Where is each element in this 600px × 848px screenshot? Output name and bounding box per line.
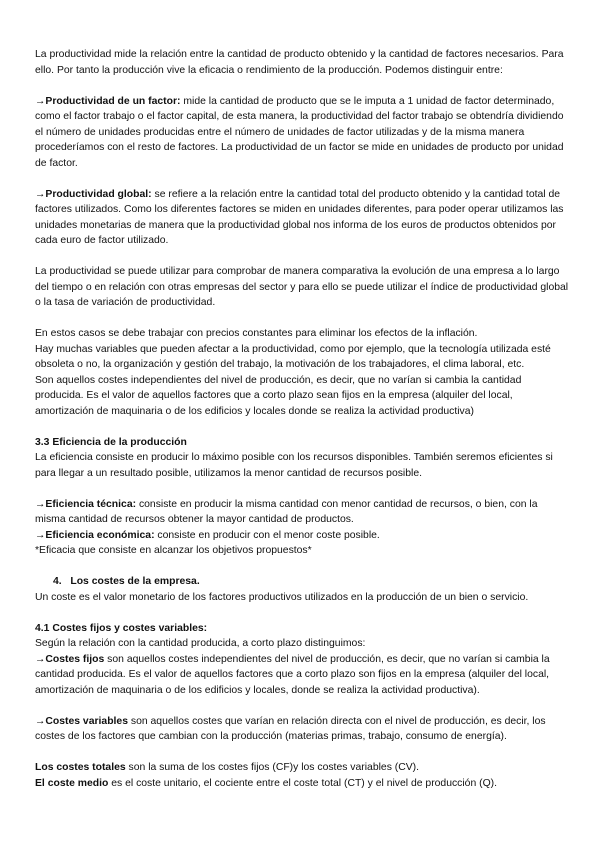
section-4-title: Los costes de la empresa. — [70, 576, 200, 587]
coste-medio-paragraph — [35, 776, 569, 792]
spacer — [35, 698, 569, 714]
spacer — [35, 311, 569, 327]
variables-paragraph: Hay muchas variables que pueden afectar a la productividad, como por ejemplo, que la tecnología utilizada esté obsoleta o no, la organización y gestión del trabajo, la motivación de los trabajadores, el clima laboral, etc. — [35, 343, 551, 370]
productividad-factor-text: mide la cantidad de producto que se le imputa a 1 unidad de factor determinado, como el factor trabajo o el factor capital, de esta manera, la productividad del factor trabajo se obtendría dividiendo el número de unidades producidas entre el número de unidades de factor utilizadas y de la misma manera procederíamos con el resto de factores. La productividad de un factor se mide en unidades de producto por unidad de factor. — [35, 95, 564, 169]
costes-totales-label: Los costes totales — [35, 762, 126, 773]
section-3-3-heading — [35, 435, 569, 451]
coste-definicion-paragraph: Un coste es el valor monetario de los factores productivos utilizados en la producción de un bien o servicio. — [35, 591, 529, 603]
eficiencia-paragraph: La eficiencia consiste en producir lo máximo posible con los recursos disponibles. También seremos eficientes si para llegar a un resultado posible, utilizamos la menor cantidad de recursos posible. — [35, 452, 553, 479]
eficiencia-economica-paragraph — [35, 528, 569, 544]
spacer — [35, 171, 569, 187]
productividad-global-text: se refiere a la relación entre la cantidad total del producto obtenido y la cantidad total de factores utilizados. Como los diferentes factores se miden en unidades diferentes, para poder operar utilizamos las unidades monetarias de manera que la productividad global nos informa de los euros de productos obtenidos por cada euro de factor utilizado. — [35, 188, 564, 246]
section-4-heading — [35, 574, 569, 590]
costes-variables-text: son aquellos costes que varían en relación directa con el nivel de producción, es decir, los costes de los factores que cambian con la producción (materias primas, trabajo, consumo de energía). — [35, 715, 546, 742]
costes-fijos-paragraph — [35, 652, 569, 699]
spacer — [35, 249, 569, 265]
costes-independientes-paragraph: Son aquellos costes independientes del nivel de producción, es decir, que no varían si cambia la cantidad producida. Es el valor de aquellos factores que a corto plazo sean fijos en la empresa (alquiler del local, amortización de maquinaria o de los edificios y locales donde se realiza la actividad productiva) — [35, 374, 522, 417]
section-4-number: 4. — [53, 576, 62, 587]
spacer — [35, 419, 569, 435]
comparativa-paragraph: La productividad se puede utilizar para comprobar de manera comparativa la evolución de una empresa a lo largo del tiempo o en relación con otras empresas del sector y para ello se puede utilizar el índice de productividad global o la tasa de variación de productividad. — [35, 266, 569, 308]
productividad-global-label: →Productividad global: — [35, 188, 152, 200]
section-4-1-intro: Según la relación con la cantidad producida, a corto plazo distinguimos: — [35, 638, 366, 649]
spacer — [35, 481, 569, 497]
coste-medio-label: El coste medio — [35, 777, 109, 789]
spacer — [35, 745, 569, 761]
productividad-factor-label: →Productividad de un factor: — [35, 95, 181, 107]
eficiencia-tecnica-label: →Eficiencia técnica: — [35, 498, 137, 510]
productividad-global-paragraph — [35, 187, 569, 249]
costes-variables-paragraph — [35, 714, 569, 745]
document-page — [35, 47, 569, 791]
section-4-1-title: 4.1 Costes fijos y costes variables: — [35, 622, 208, 634]
precios-paragraph: En estos casos se debe trabajar con precios constantes para eliminar los efectos de la inflación. — [35, 328, 478, 339]
section-3-3-title: 3.3 Eficiencia de la producción — [35, 436, 187, 448]
eficiencia-tecnica-paragraph — [35, 497, 569, 528]
coste-medio-text: es el coste unitario, el cociente entre el coste total (CT) y el nivel de producción (Q). — [108, 777, 498, 789]
costes-totales-paragraph — [35, 760, 569, 776]
costes-totales-text: son la suma de los costes fijos (CF)y los costes variables (CV). — [125, 762, 420, 773]
productividad-factor-paragraph — [35, 94, 569, 172]
costes-fijos-label: →Costes fijos — [35, 653, 105, 665]
intro-paragraph: La productividad mide la relación entre la cantidad de producto obtenido y la cantidad de factores necesarios. Para ello. Por tanto la producción vive la eficacia o rendimiento de la producción. Podemos distinguir entre: — [35, 49, 564, 76]
nota-eficacia: *Eficacia que consiste en alcanzar los objetivos propuestos* — [35, 545, 312, 556]
section-4-1-heading — [35, 621, 569, 637]
eficiencia-economica-text: consiste en producir con el menor coste posible. — [154, 529, 380, 541]
costes-variables-label: →Costes variables — [35, 715, 128, 727]
spacer — [35, 559, 569, 575]
spacer — [35, 78, 569, 94]
eficiencia-tecnica-text: consiste en producir la misma cantidad con menor cantidad de recursos, o bien, con la misma cantidad de recursos obtener la mayor cantidad de productos. — [35, 498, 538, 525]
spacer — [35, 605, 569, 621]
eficiencia-economica-label: →Eficiencia económica: — [35, 529, 155, 541]
costes-fijos-text: son aquellos costes independientes del nivel de producción, es decir, que no varían si cambia la cantidad producida. Es el valor de aquellos factores que a corto plazo son fijos en la empresa (alquiler del local, amortización de maquinaria o de los edificios y locales, donde se realiza la actividad productiva). — [35, 653, 550, 696]
